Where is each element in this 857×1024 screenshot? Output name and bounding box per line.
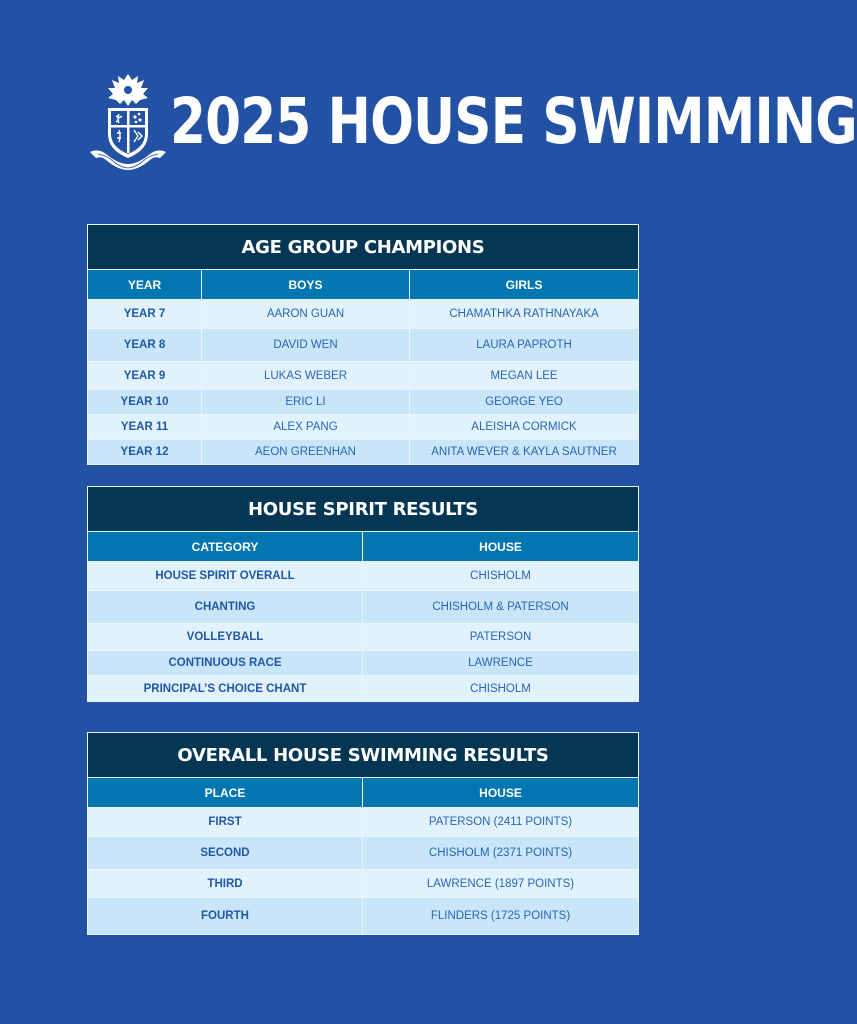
- house-cell: LAWRENCE: [363, 651, 639, 676]
- table-row: [88, 837, 639, 870]
- age-group-champions-table: [87, 224, 639, 465]
- table-row: [88, 898, 639, 935]
- house-cell: CHISHOLM: [363, 562, 639, 591]
- girls-cell: ALEISHA CORMICK: [410, 415, 639, 440]
- place-cell: FOURTH: [88, 898, 363, 935]
- year-cell: YEAR 11: [88, 415, 202, 440]
- table-row: [88, 300, 639, 329]
- boys-cell: AARON GUAN: [202, 300, 410, 329]
- table-title: AGE GROUP CHAMPIONS: [88, 225, 639, 270]
- school-crest-eagle-icon: [88, 70, 168, 174]
- house-cell: CHISHOLM (2371 POINTS): [363, 837, 639, 870]
- house-spirit-results-table: [87, 486, 639, 702]
- table-row: [88, 440, 639, 465]
- table-row: [88, 362, 639, 390]
- category-cell: CONTINUOUS RACE: [88, 651, 363, 676]
- table-row: [88, 390, 639, 415]
- page-header: [88, 70, 857, 180]
- column-header-girls: GIRLS: [410, 270, 639, 300]
- column-header-house: HOUSE: [363, 778, 639, 808]
- place-cell: FIRST: [88, 808, 363, 837]
- boys-cell: ERIC LI: [202, 390, 410, 415]
- year-cell: YEAR 10: [88, 390, 202, 415]
- table-title: HOUSE SPIRIT RESULTS: [88, 487, 639, 532]
- girls-cell: LAURA PAPROTH: [410, 329, 639, 362]
- column-header-boys: BOYS: [202, 270, 410, 300]
- column-header-place: PLACE: [88, 778, 363, 808]
- boys-cell: DAVID WEN: [202, 329, 410, 362]
- column-header-house: HOUSE: [363, 532, 639, 562]
- place-cell: THIRD: [88, 870, 363, 898]
- girls-cell: ANITA WEVER & KAYLA SAUTNER: [410, 440, 639, 465]
- table-row: [88, 870, 639, 898]
- table-row: [88, 562, 639, 591]
- table-row: [88, 651, 639, 676]
- column-header-category: CATEGORY: [88, 532, 363, 562]
- year-cell: YEAR 8: [88, 329, 202, 362]
- category-cell: PRINCIPAL’S CHOICE CHANT: [88, 676, 363, 702]
- house-cell: LAWRENCE (1897 POINTS): [363, 870, 639, 898]
- year-cell: YEAR 9: [88, 362, 202, 390]
- overall-house-results-table: [87, 732, 639, 935]
- table-row: [88, 676, 639, 702]
- place-cell: SECOND: [88, 837, 363, 870]
- girls-cell: MEGAN LEE: [410, 362, 639, 390]
- category-cell: HOUSE SPIRIT OVERALL: [88, 562, 363, 591]
- year-cell: YEAR 7: [88, 300, 202, 329]
- table-row: [88, 591, 639, 624]
- girls-cell: GEORGE YEO: [410, 390, 639, 415]
- boys-cell: ALEX PANG: [202, 415, 410, 440]
- table-title: OVERALL HOUSE SWIMMING RESULTS: [88, 733, 639, 778]
- boys-cell: LUKAS WEBER: [202, 362, 410, 390]
- column-header-year: YEAR: [88, 270, 202, 300]
- table-row: [88, 415, 639, 440]
- page-title: 2025 HOUSE SWIMMING: [170, 85, 857, 158]
- table-row: [88, 808, 639, 837]
- category-cell: VOLLEYBALL: [88, 624, 363, 651]
- category-cell: CHANTING: [88, 591, 363, 624]
- house-cell: PATERSON (2411 POINTS): [363, 808, 639, 837]
- year-cell: YEAR 12: [88, 440, 202, 465]
- house-cell: CHISHOLM & PATERSON: [363, 591, 639, 624]
- girls-cell: CHAMATHKA RATHNAYAKA: [410, 300, 639, 329]
- house-cell: PATERSON: [363, 624, 639, 651]
- house-cell: CHISHOLM: [363, 676, 639, 702]
- table-row: [88, 624, 639, 651]
- boys-cell: AEON GREENHAN: [202, 440, 410, 465]
- table-row: [88, 329, 639, 362]
- house-cell: FLINDERS (1725 POINTS): [363, 898, 639, 935]
